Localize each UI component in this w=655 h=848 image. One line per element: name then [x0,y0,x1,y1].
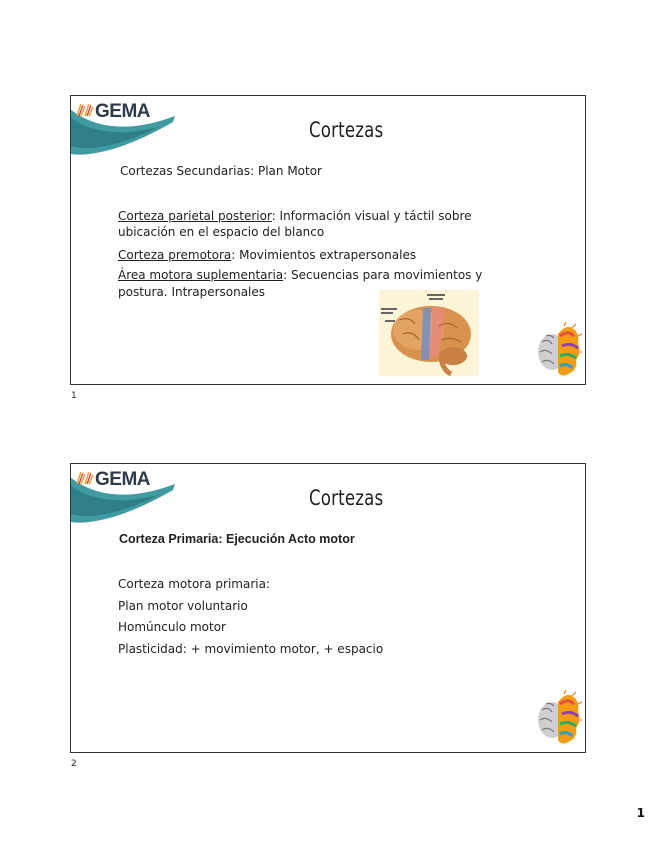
brain-anatomy-image [379,290,479,376]
slide-title: Cortezas [309,486,384,510]
page-number: 1 [636,806,645,820]
item-text: : Movimientos extrapersonales [231,248,417,262]
slide-subtitle: Cortezas Secundarias: Plan Motor [120,164,322,178]
colorful-brain-icon [536,690,582,748]
item-text: : Información visual y táctil sobre [271,209,472,223]
item-term: Corteza premotora [118,248,232,262]
item-text: : Secuencias para movimientos y [283,268,483,282]
list-item [118,209,472,223]
gema-logo-rays-icon [75,470,97,486]
gema-logo-text: GEMA [95,101,150,122]
gema-logo-text: GEMA [95,469,150,490]
list-item: Plan motor voluntario [118,599,248,613]
list-item: Plasticidad: + movimiento motor, + espacio [118,642,384,656]
slide-2 [70,463,586,753]
colorful-brain-icon [536,322,582,380]
slide-title: Cortezas [309,118,384,142]
item-term: Área motora suplementaria [118,268,284,282]
list-item: Corteza motora primaria: [118,577,270,591]
item-term: Corteza parietal posterior [118,209,272,223]
item-text-continued: ubicación en el espacio del blanco [118,225,325,239]
gema-logo-rays-icon [75,102,97,118]
slide-1 [70,95,586,385]
slide-number: 1 [71,391,77,401]
item-text-continued: postura. Intrapersonales [118,285,266,299]
list-item: Homúnculo motor [118,620,226,634]
list-item [118,268,482,282]
list-item [118,248,416,262]
slide-number: 2 [71,759,77,769]
slide-subtitle: Corteza Primaria: Ejecución Acto motor [119,532,355,546]
